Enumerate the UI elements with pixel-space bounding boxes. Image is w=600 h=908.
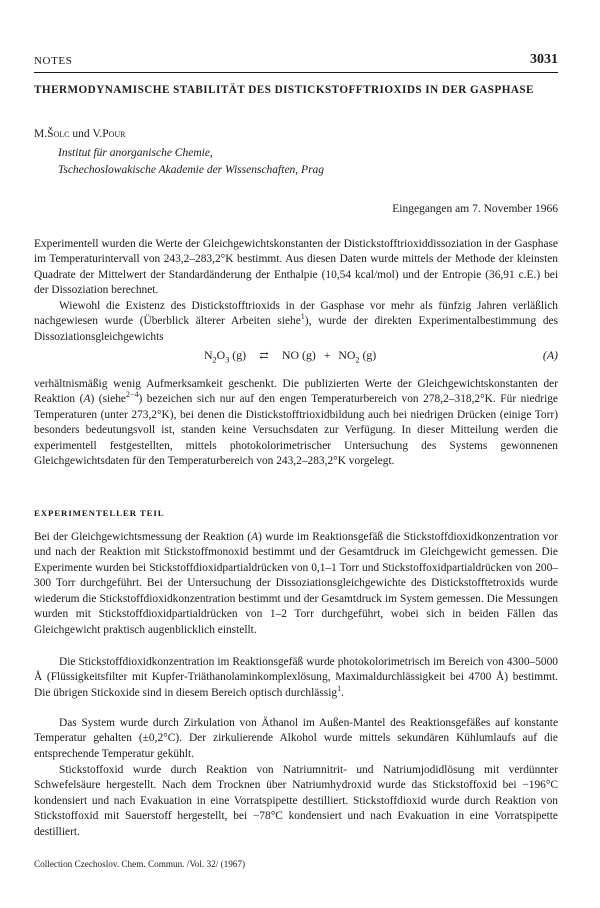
- experimental-paragraph-4: Stickstoffoxid wurde durch Reaktion von Natriumnitrit- und Natriumjodidlösung mit verdünnter Schwefelsäure hergestellt. Nach dem Trocknen über Natriumhydroxid wurde das Stickstoffoxid bei −196°C kondensiert und nach Evakuation in eine Vorratspipette destilliert. Stickstoffdioxid wurde durch Reaktion von Stickstoffoxid mit Sauerstoff hergestellt, bei −78°C kondensiert und nach Evakuation in eine Vorratspipette destilliert.: [34, 764, 558, 838]
- author-2: V.Pour: [92, 128, 126, 140]
- author-1: M.Šolc: [34, 128, 70, 140]
- equation-label: (A): [542, 348, 558, 362]
- exp-p2-text-a: Die Stickstoffdioxidkonzentration im Reaktionsgefäß wurde photokolorimetrisch im Bereich von 4300–5000 Å (Flüssigkeitsfilter mit Kupfer-Triäthanolaminkomplexlösung, Maximaldurchlässigkeit bei 4700 Å) bestimmt. Die übrigen Stickoxide sind in diesem Bereich optisch durchlässig: [34, 656, 558, 699]
- authors: [34, 128, 125, 140]
- section-label: NOTES: [34, 55, 73, 67]
- affiliation-line-1: Institut für anorganische Chemie,: [58, 147, 213, 159]
- affiliation-line-2: Tschechoslowakische Akademie der Wissenschaften, Prag: [58, 164, 325, 176]
- eq-sub: 2: [212, 355, 217, 365]
- reaction-ref: A: [83, 393, 91, 406]
- intro-p1-text-b: ), wurde der direkten Experimentalbestimmung des Dissoziationsgleichgewichts: [34, 315, 558, 343]
- exp-p2-text-b: .: [341, 686, 344, 699]
- exp-p1-text-b: ) wurde im Reaktionsgefäß die Stickstoffdioxidkonzentration vor und nach der Reaktion mit Stickstoffmonoxid bestimmt und der Gesamtdruck im Gleichgewicht gemessen. Die Experimente wurden bei Stickstoffdioxidpartialdrücken von 0,1–1 Torr und Stickstoffoxidpartialdrücken von 200–300 Torr durchgeführt. Bei der Untersuchung der Dissoziationsgleichgewichte des Distickstofftetroxids wurde wiederum die Stickstoffdioxidkonzentration bestimmt und der Gesamtdruck im System gemessen. Die Messungen wurden mit Stickstoffdioxidpartialdrücken von 1–2 Torr durchgeführt, wobei sich in beiden Fällen das Gleichgewicht praktisch augenblicklich einstellt.: [34, 531, 558, 636]
- citation-ref: 1: [300, 312, 305, 322]
- affiliation: [58, 145, 324, 179]
- intro-paragraph-1: [34, 299, 558, 345]
- author-conjunction: und: [69, 128, 93, 140]
- citation-ref: 1: [337, 684, 342, 694]
- citation-ref: 2−4: [125, 390, 139, 400]
- eq-n: N: [204, 348, 213, 362]
- abstract: Experimentell wurden die Werte der Gleichgewichtskonstanten der Distickstofftrioxiddissoziation in der Gasphase im Temperaturintervall von 243,2–283,2°K bestimmt. Aus diesen Daten wurde mittels der Methode der kleinsten Quadrate der Mittelwert der Standardänderung der Enthalpie (10,54 kcal/mol) und der Entropie (36,91 c.E.) bei der Dissoziation berechnet.: [34, 238, 558, 297]
- eq-product-1: NO (g): [282, 348, 316, 362]
- eq-sub: 2: [355, 355, 360, 365]
- page-number: 3031: [530, 52, 558, 67]
- running-header: [34, 52, 558, 73]
- eq-product-2: NO: [338, 348, 356, 362]
- experimental-paragraph-3: Das System wurde durch Zirkulation von Äthanol im Außen-Mantel des Reaktionsgefäßes auf konstante Temperatur gehalten (±0,2°C). Der zirkulierende Alkohol wurde mittels sekundären Kühlumlaufs auf die entsprechende Temperatur gekühlt.: [34, 717, 558, 760]
- reaction-equation: [34, 347, 558, 365]
- equation-body: [204, 348, 376, 363]
- eq-sub: 3: [225, 355, 230, 365]
- experimental-paragraph-1: [34, 530, 558, 638]
- equilibrium-arrow-icon: ⇄: [259, 350, 269, 362]
- journal-footer: Collection Czechoslov. Chem. Commun. /Vol. 32/ (1967): [34, 859, 246, 869]
- received-date: Eingegangen am 7. November 1966: [392, 203, 558, 215]
- eq-plus: +: [323, 348, 331, 362]
- eq-o: O: [216, 348, 226, 362]
- experimental-paragraph-2: [34, 655, 558, 701]
- intro-p2-text-c: ) bezeichen sich nur auf den engen Temperaturbereich von 278,2–318,2°K. Für niedrige Temperaturen (unter 273,2°K), bei denen die Distickstofftrioxidbildung auch bei niedrigen Drücken (einige Torr) besonders bedeutungsvoll ist, standen keine Versuchsdaten zur Verfügung. In dieser Mitteilung werden die experimentell festgestellten, mittels photokolorimetrischer Untersuchung des Systems gewonnenen Gleichgewichtsdaten für den Temperaturbereich von 243,2–283,2°K vorgelegt.: [34, 393, 558, 468]
- intro-paragraph-2: [34, 377, 558, 470]
- intro-p1-text-a: Wiewohl die Existenz des Distickstofftrioxids in der Gasphase vor mehr als fünfzig Jahren verläßlich nachgewiesen wurde (Überblick älterer Arbeiten siehe: [34, 300, 558, 328]
- intro-p2-text-a: verhältnismäßig wenig Aufmerksamkeit geschenkt. Die publizierten Werte der Gleichgewichtskonstanten der Reaktion (: [34, 378, 558, 406]
- intro-p2-text-b: ) (siehe: [90, 393, 126, 406]
- section-heading: EXPERIMENTELLER TEIL: [34, 508, 165, 518]
- exp-p1-text-a: Bei der Gleichgewichtsmessung der Reaktion (: [34, 531, 252, 543]
- eq-state: (g): [359, 348, 377, 362]
- article-title: THERMODYNAMISCHE STABILITÄT DES DISTICKSTOFFTRIOXIDS IN DER GASPHASE: [34, 84, 534, 96]
- reaction-ref: A: [251, 531, 259, 543]
- eq-state: (g): [229, 348, 247, 362]
